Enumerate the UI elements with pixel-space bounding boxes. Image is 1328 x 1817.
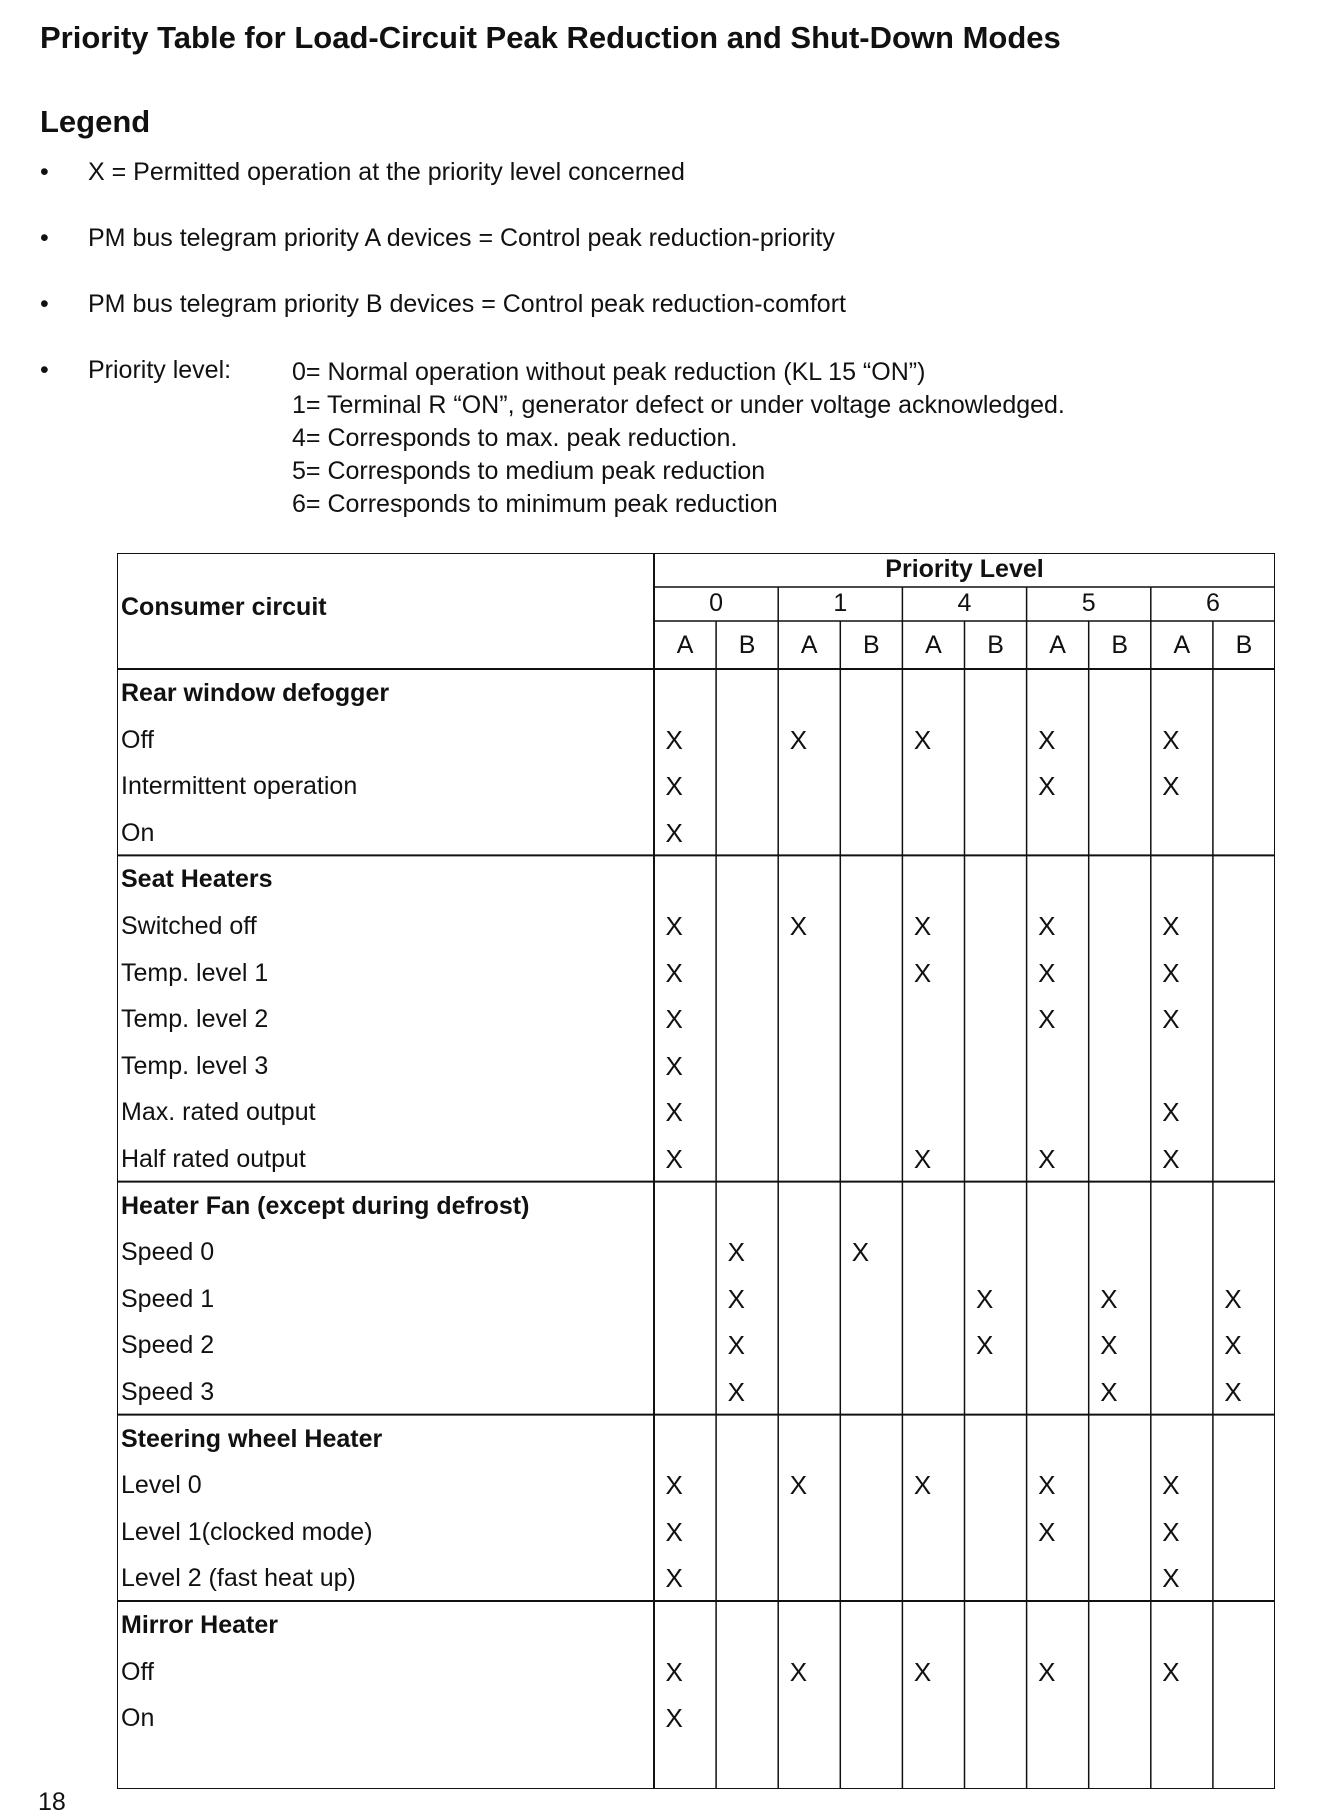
permitted-mark: X <box>665 1703 683 1734</box>
priority-level-definition: 5= Corresponds to medium peak reduction <box>292 457 766 485</box>
group-heading: Heater Fan (except during defrost) <box>121 1191 530 1220</box>
priority-level-definition: 4= Corresponds to max. peak reduction. <box>292 424 738 452</box>
permitted-mark: X <box>1162 724 1180 755</box>
row-label: Temp. level 3 <box>121 1051 269 1080</box>
level-header-6: 6 <box>1205 589 1220 617</box>
permitted-mark: X <box>727 1237 745 1268</box>
permitted-mark: X <box>1100 1330 1118 1361</box>
row-label: Temp. level 2 <box>121 1005 269 1034</box>
row-label: Intermittent operation <box>121 772 358 801</box>
priority-level-definitions <box>292 356 1065 521</box>
permitted-mark: X <box>665 1050 683 1081</box>
bullet-icon: • <box>40 158 49 186</box>
sub-column-header: B <box>987 631 1004 659</box>
sub-column-header: B <box>1235 631 1253 659</box>
priority-level-definition: 6= Corresponds to minimum peak reduction <box>292 490 778 518</box>
permitted-mark: X <box>665 1097 683 1128</box>
permitted-mark: X <box>1162 1563 1180 1594</box>
permitted-mark: X <box>665 1656 683 1687</box>
permitted-mark: X <box>727 1377 745 1407</box>
permitted-mark: X <box>789 1656 808 1687</box>
row-label: Level 2 (fast heat up) <box>121 1564 356 1593</box>
page-number: 18 <box>38 1788 66 1816</box>
permitted-mark: X <box>1162 1097 1180 1128</box>
row-label: Off <box>121 725 154 754</box>
permitted-mark: X <box>665 957 683 988</box>
permitted-mark: X <box>1162 1470 1180 1501</box>
priority-level-definition: 1= Terminal R “ON”, generator defect or under voltage acknowledged. <box>292 391 1065 419</box>
permitted-mark: X <box>1038 1004 1056 1035</box>
bullet-icon: • <box>40 290 49 318</box>
row-label: Max. rated output <box>121 1098 316 1127</box>
permitted-mark: X <box>913 724 932 755</box>
permitted-mark: X <box>1224 1330 1242 1361</box>
permitted-mark: X <box>1224 1377 1242 1407</box>
legend-heading: Legend <box>40 104 151 139</box>
permitted-mark: X <box>789 911 808 941</box>
permitted-mark: X <box>789 1470 808 1501</box>
sub-column-header: B <box>1111 631 1129 659</box>
permitted-mark: X <box>665 1516 683 1547</box>
permitted-mark: X <box>976 1330 994 1361</box>
permitted-mark: X <box>1038 911 1056 941</box>
priority-level-label: Priority level: <box>88 356 232 384</box>
permitted-mark: X <box>1162 911 1180 941</box>
permitted-mark: X <box>1100 1283 1118 1314</box>
group-heading: Seat Heaters <box>121 865 273 894</box>
permitted-mark: X <box>665 1004 683 1035</box>
permitted-mark: X <box>1162 1144 1180 1174</box>
sub-column-header: A <box>1049 631 1066 659</box>
permitted-mark: X <box>913 1470 932 1501</box>
level-header-0: 0 <box>709 589 724 617</box>
permitted-mark: X <box>789 724 808 755</box>
priority-level-definition: 0= Normal operation without peak reduction (KL 15 “ON”) <box>292 358 926 386</box>
level-header-4: 4 <box>957 589 972 617</box>
row-label: Temp. level 1 <box>121 958 269 987</box>
permitted-mark: X <box>665 724 683 755</box>
group-heading: Steering wheel Heater <box>121 1424 383 1453</box>
row-label: Speed 1 <box>121 1284 215 1313</box>
sub-column-header: B <box>863 631 880 659</box>
permitted-mark: X <box>665 911 683 941</box>
consumer-circuit-header: Consumer circuit <box>121 593 327 621</box>
permitted-mark: X <box>1162 1516 1180 1547</box>
permitted-mark: X <box>1162 1656 1180 1687</box>
row-label: Level 0 <box>121 1471 202 1500</box>
sub-column-header: A <box>1173 631 1191 659</box>
group-heading: Rear window defogger <box>121 679 390 707</box>
legend-item-text: PM bus telegram priority B devices = Control peak reduction-comfort <box>88 290 846 318</box>
permitted-mark: X <box>665 1144 683 1174</box>
permitted-mark: X <box>913 957 932 988</box>
level-header-5: 5 <box>1081 589 1096 617</box>
level-header-1: 1 <box>833 589 848 617</box>
permitted-mark: X <box>665 1563 683 1594</box>
row-label: Speed 2 <box>121 1331 215 1360</box>
permitted-mark: X <box>665 817 683 848</box>
priority-level-header: Priority Level <box>885 555 1044 583</box>
permitted-mark: X <box>913 1656 932 1687</box>
bullet-icon: • <box>40 224 49 252</box>
row-label: Speed 3 <box>121 1378 215 1406</box>
permitted-mark: X <box>1038 1656 1056 1687</box>
row-label: Speed 0 <box>121 1238 215 1267</box>
bullet-icon: • <box>40 356 49 384</box>
permitted-mark: X <box>1038 771 1056 802</box>
sub-column-header: A <box>676 631 694 659</box>
permitted-mark: X <box>1162 1004 1180 1035</box>
legend-item-text: PM bus telegram priority A devices = Control peak reduction-priority <box>88 224 835 252</box>
permitted-mark: X <box>851 1237 870 1268</box>
sub-column-header: B <box>738 631 756 659</box>
permitted-mark: X <box>1162 771 1180 802</box>
sub-column-header: A <box>925 631 942 659</box>
permitted-mark: X <box>1224 1283 1242 1314</box>
permitted-mark: X <box>727 1283 745 1314</box>
permitted-mark: X <box>1038 724 1056 755</box>
permitted-mark: X <box>1100 1377 1118 1407</box>
permitted-mark: X <box>727 1330 745 1361</box>
permitted-mark: X <box>1162 957 1180 988</box>
page-title: Priority Table for Load-Circuit Peak Reduction and Shut-Down Modes <box>40 20 1061 55</box>
group-heading: Mirror Heater <box>121 1611 278 1639</box>
permitted-mark: X <box>665 1470 683 1501</box>
permitted-mark: X <box>913 1144 932 1174</box>
row-label: Switched off <box>121 912 257 940</box>
row-label: On <box>121 1704 155 1733</box>
permitted-mark: X <box>1038 1516 1056 1547</box>
row-label: Half rated output <box>121 1145 306 1173</box>
legend-item-text: X = Permitted operation at the priority level concerned <box>88 158 685 186</box>
sub-column-header: A <box>800 631 818 659</box>
permitted-mark: X <box>1038 1470 1056 1501</box>
permitted-mark: X <box>1038 957 1056 988</box>
permitted-mark: X <box>976 1283 994 1314</box>
row-label: Off <box>121 1657 154 1686</box>
permitted-mark: X <box>913 911 932 941</box>
permitted-mark: X <box>665 771 683 802</box>
permitted-mark: X <box>1038 1144 1056 1174</box>
priority-table <box>117 553 1275 1789</box>
row-label: On <box>121 818 155 847</box>
row-label: Level 1(clocked mode) <box>121 1517 373 1546</box>
